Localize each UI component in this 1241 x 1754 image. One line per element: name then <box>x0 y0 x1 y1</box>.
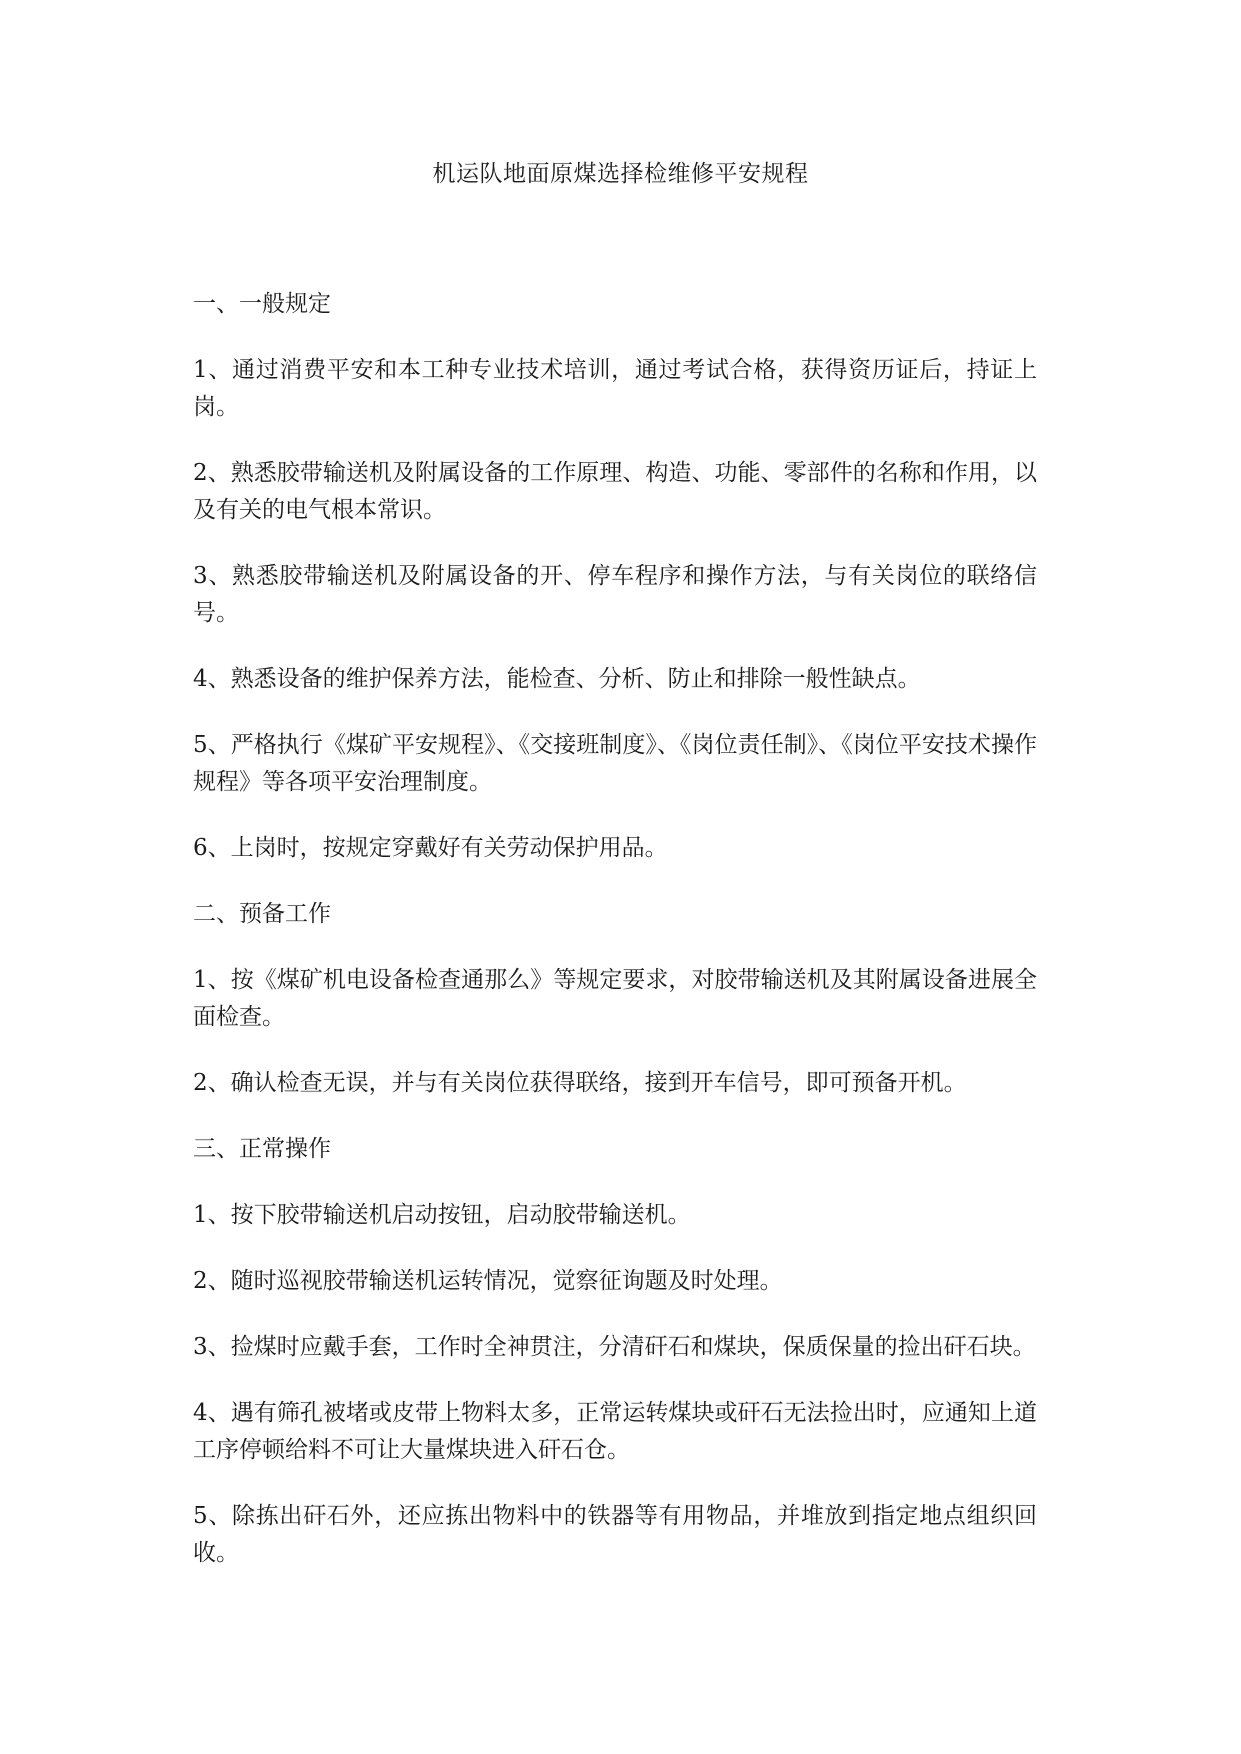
section-heading: 三、正常操作 <box>193 1136 331 1162</box>
list-item: 2、随时巡视胶带输送机运转情况，觉察征询题及时处理。 <box>193 1268 783 1294</box>
list-item: 3、熟悉胶带输送机及附属设备的开、停车程序和操作方法，与有关岗位的联络信号。 <box>193 563 1037 626</box>
list-item: 5、严格执行《煤矿平安规程》、《交接班制度》、《岗位责任制》、《岗位平安技术操作规程》等各项平安治理制度。 <box>193 732 1037 795</box>
list-item: 2、确认检查无误，并与有关岗位获得联络，接到开车信号，即可预备开机。 <box>193 1070 967 1096</box>
section-heading: 一、一般规定 <box>193 291 331 317</box>
list-item: 1、按《煤矿机电设备检查通那么》等规定要求，对胶带输送机及其附属设备进展全面检查。 <box>193 967 1037 1030</box>
section-normal-operation <box>193 1131 1037 1572</box>
section-preparation <box>193 896 1037 1102</box>
document-body <box>193 286 1037 1601</box>
list-item: 6、上岗时，按规定穿戴好有关劳动保护用品。 <box>193 835 668 861</box>
list-item: 3、捡煤时应戴手套，工作时全神贯注，分清矸石和煤块，保质保量的捡出矸石块。 <box>193 1334 1036 1360</box>
section-heading: 二、预备工作 <box>193 901 331 927</box>
section-general-rules <box>193 286 1037 867</box>
list-item: 1、通过消费平安和本工种专业技术培训，通过考试合格，获得资历证后，持证上岗。 <box>193 357 1037 420</box>
list-item: 4、熟悉设备的维护保养方法，能检查、分析、防止和排除一般性缺点。 <box>193 666 921 692</box>
list-item: 4、遇有筛孔被堵或皮带上物料太多，正常运转煤块或矸石无法捡出时，应通知上道工序停顿给料不可让大量煤块进入矸石仓。 <box>193 1400 1037 1463</box>
list-item: 5、除拣出矸石外，还应拣出物料中的铁器等有用物品，并堆放到指定地点组织回收。 <box>193 1503 1037 1566</box>
list-item: 1、按下胶带输送机启动按钮，启动胶带输送机。 <box>193 1202 691 1228</box>
list-item: 2、熟悉胶带输送机及附属设备的工作原理、构造、功能、零部件的名称和作用，以及有关的电气根本常识。 <box>193 460 1037 523</box>
document-title: 机运队地面原煤选择检维修平安规程 <box>432 161 809 187</box>
